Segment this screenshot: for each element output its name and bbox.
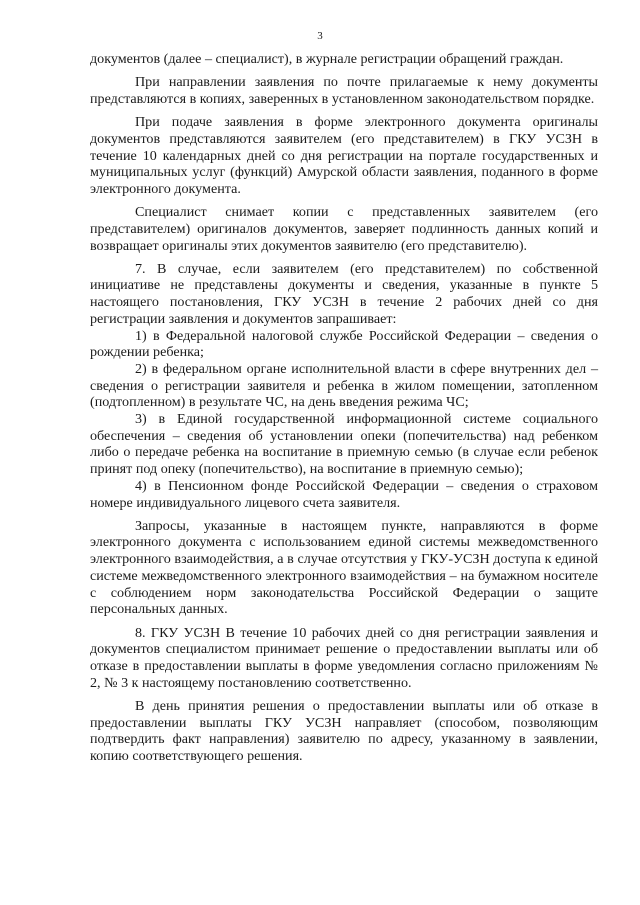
paragraph-requests: Запросы, указанные в настоящем пункте, направляются в форме электронного документа с использованием единой системы межведомственного электронного взаимодействия, а в случае отсутствия у ГКУ-УСЗН доступа к единой системе межведомственного электронного взаимодействия – на бумажном носителе с соблюдением норм законодательства Российской Федерации о защите персональных данных.	[90, 517, 598, 618]
paragraph-item-7-4: 4) в Пенсионном фонде Российской Федерации – сведения о страховом номере индивидуального лицевого счета заявителя.	[90, 477, 598, 511]
paragraph-continuation: документов (далее – специалист), в журнале регистрации обращений граждан.	[90, 51, 564, 67]
paragraph-mail-submission: При направлении заявления по почте прилагаемые к нему документы представляются в копиях, заверенных в установленном законодательством порядке.	[90, 74, 598, 107]
paragraph-item-7: 7. В случае, если заявителем (его представителем) по собственной инициативе не представлены документы и сведения, указанные в пункте 5 настоящего постановления, ГКУ УСЗН в течение 2 рабочих дней со дня регистрации заявления и документов запрашивает:	[90, 260, 598, 327]
paragraph-specialist-copies: Специалист снимает копии с представленных заявителем (его представителем) оригиналов документов, заверяет подлинность данных копий и возвращает оригиналы этих документов заявителю (его представителю).	[90, 204, 598, 254]
document-body	[90, 51, 598, 771]
paragraph-item-8: 8. ГКУ УСЗН В течение 10 рабочих дней со дня регистрации заявления и документов специалистом принимает решение о предоставлении выплаты или об отказе в предоставлении выплаты в форме уведомления согласно приложениям № 2, № 3 к настоящему постановлению соответственно.	[90, 624, 598, 691]
paragraph-item-7-2: 2) в федеральном органе исполнительной власти в сфере внутренних дел – сведения о регистрации заявителя и ребенка в жилом помещении, затопленном (подтопленном) в результате ЧС, на день введения режима ЧС;	[90, 360, 598, 411]
paragraph-decision-notice: В день принятия решения о предоставлении выплаты или об отказе в предоставлении выплаты ГКУ УСЗН направляет (способом, позволяющим подтвердить факт направления) заявителю по адресу, указанному в заявлении, копию соответствующего решения.	[90, 697, 598, 764]
paragraph-item-7-3: 3) в Единой государственной информационной системе социального обеспечения – сведения об установлении опеки (попечительства) над ребенком либо о передаче ребенка на воспитание в приемную семью (в случае если ребенок принят под опеку (попечительство), на воспитание в приемную семью);	[90, 411, 598, 478]
paragraph-electronic-submission: При подаче заявления в форме электронного документа оригиналы документов представляются заявителем (его представителем) в ГКУ УСЗН в течение 10 календарных дней со дня регистрации на портале государственных и муниципальных услуг (функций) Амурской области заявления, поданного в форме электронного документа.	[90, 114, 598, 197]
paragraph-item-7-1: 1) в Федеральной налоговой службе Российской Федерации – сведения о рождении ребенка;	[90, 327, 598, 361]
page-number: 3	[317, 30, 323, 42]
